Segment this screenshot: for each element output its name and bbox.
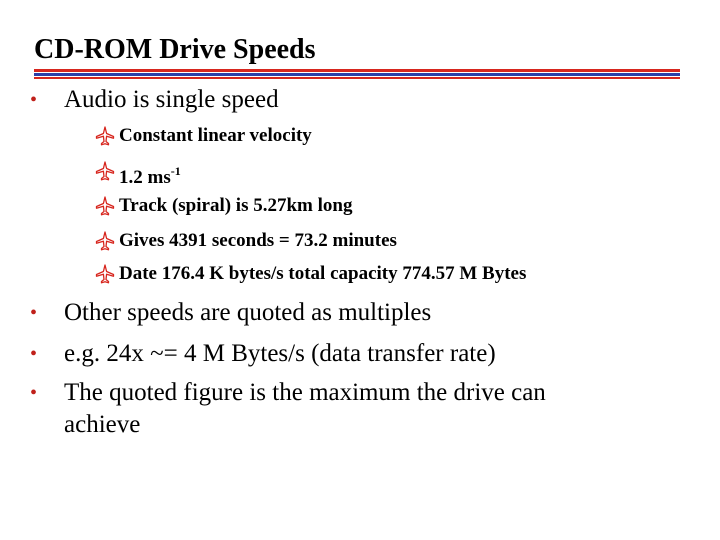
plane-icon [95, 196, 115, 216]
bullet-marker: • [30, 89, 38, 111]
slide-title: CD-ROM Drive Speeds [34, 34, 316, 65]
bullet-text: e.g. 24x ~= 4 M Bytes/s (data transfer rate) [64, 340, 496, 367]
sub-item-text [119, 159, 181, 190]
bullet-text: Other speeds are quoted as multiples [64, 299, 432, 326]
sub-item-text: Date 176.4 K bytes/s total capacity 774.57 M Bytes [119, 263, 527, 284]
sub-item-text: Track (spiral) is 5.27km long [119, 195, 353, 216]
bullet-marker: • [30, 343, 38, 365]
plane-icon [95, 161, 115, 181]
bullet-marker: • [30, 302, 38, 324]
bullet-marker: • [30, 382, 38, 404]
sub-item-text: Gives 4391 seconds = 73.2 minutes [119, 230, 397, 251]
title-rule-red-top [34, 69, 680, 72]
sub-item-text: Constant linear velocity [119, 125, 312, 146]
bullet-text-continuation: achieve [64, 411, 141, 438]
title-rule-red-bottom [34, 77, 680, 79]
plane-icon [95, 126, 115, 146]
plane-icon [95, 231, 115, 251]
title-rule-blue [34, 73, 680, 76]
sub-item-superscript: -1 [170, 164, 181, 178]
bullet-text: Audio is single speed [64, 86, 279, 113]
plane-icon [95, 264, 115, 284]
sub-item-text-main: 1.2 ms [119, 167, 171, 188]
bullet-text: The quoted figure is the maximum the drive can [64, 379, 546, 406]
